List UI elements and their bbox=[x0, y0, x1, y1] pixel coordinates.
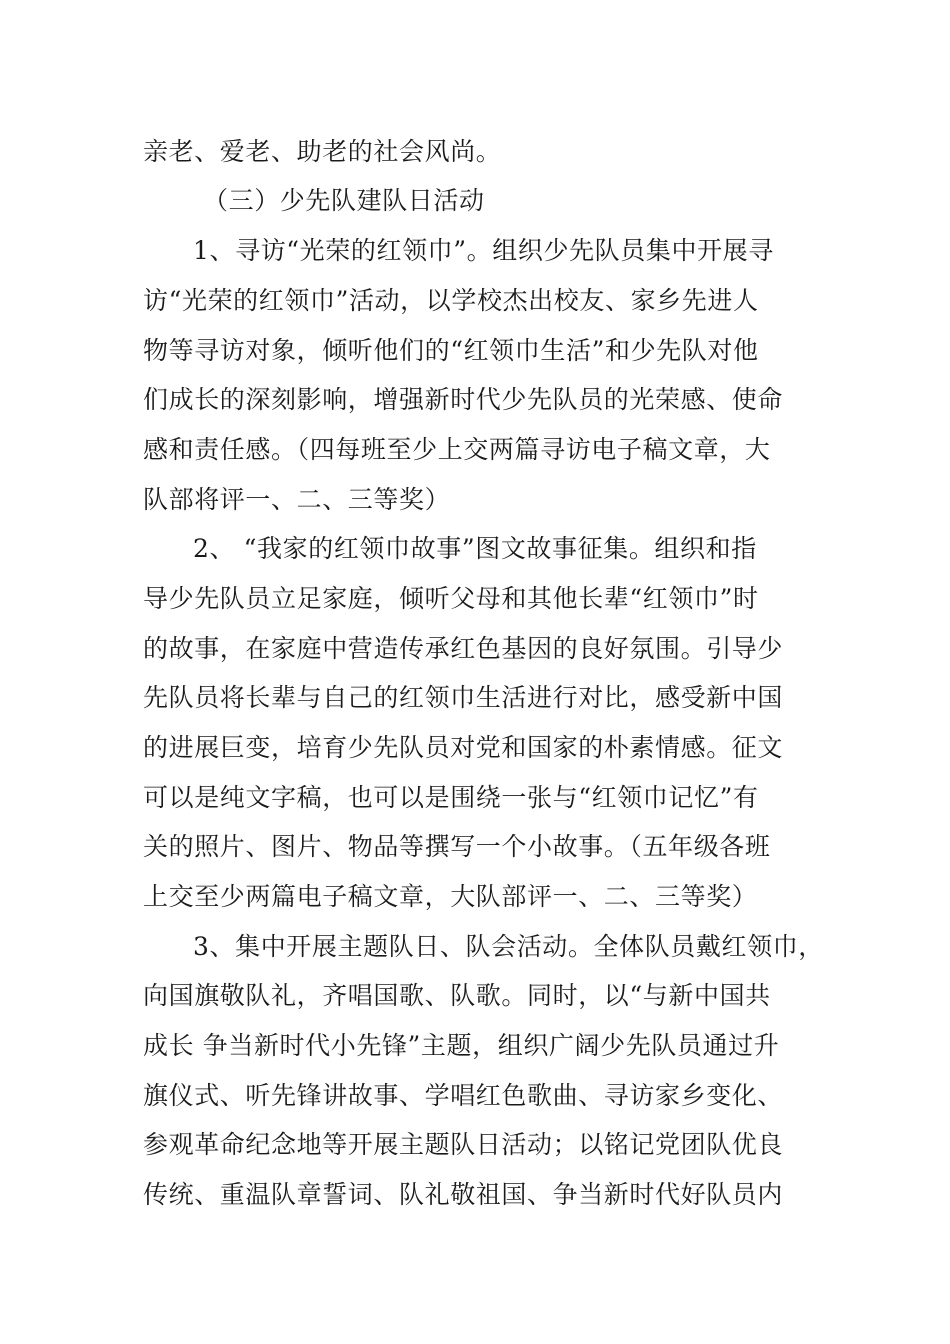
text-line: 的进展巨变，培育少先队员对党和国家的朴素情感。征文 bbox=[143, 733, 784, 762]
text-line: 旗仪式、听先锋讲故事、学唱红色歌曲、寻访家乡变化、 bbox=[143, 1081, 784, 1110]
text-line: 先队员将长辈与自己的红领巾生活进行对比，感受新中国 bbox=[143, 683, 784, 712]
text-line: 队部将评一、二、三等奖） bbox=[143, 485, 451, 514]
text-line: 亲老、爱老、助老的社会风尚。 bbox=[143, 137, 502, 166]
text-line: 2、 “我家的红领巾故事”图文故事征集。组织和指 bbox=[193, 534, 757, 563]
text-line: 关的照片、图片、物品等撰写一个小故事。（五年级各班 bbox=[143, 832, 771, 861]
text-line: 物等寻访对象，倾听他们的“红领巾生活”和少先队对他 bbox=[143, 336, 759, 365]
text-line: 上交至少两篇电子稿文章，大队部评一、二、三等奖） bbox=[143, 882, 758, 911]
text-line: 感和责任感。（四每班至少上交两篇寻访电子稿文章，大 bbox=[143, 435, 771, 464]
text-line: 们成长的深刻影响，增强新时代少先队员的光荣感、使命 bbox=[143, 385, 784, 414]
text-line: 传统、重温队章誓词、队礼敬祖国、争当新时代好队员内 bbox=[143, 1180, 784, 1209]
text-line: 1、寻访“光荣的红领巾”。组织少先队员集中开展寻 bbox=[193, 236, 774, 265]
section-heading: （三）少先队建队日活动 bbox=[203, 186, 485, 215]
text-line: 的故事，在家庭中营造传承红色基因的良好氛围。引导少 bbox=[143, 634, 784, 663]
text-line: 可以是纯文字稿，也可以是围绕一张与“红领巾记忆”有 bbox=[143, 783, 759, 812]
text-line: 向国旗敬队礼，齐唱国歌、队歌。同时，以“与新中国共 bbox=[143, 981, 771, 1010]
text-line: 导少先队员立足家庭，倾听父母和其他长辈“红领巾”时 bbox=[143, 584, 759, 613]
text-line: 访“光荣的红领巾”活动，以学校杰出校友、家乡先进人 bbox=[143, 286, 759, 315]
text-line: 3、集中开展主题队日、队会活动。全体队员戴红领巾， bbox=[193, 932, 824, 961]
text-line: 成长 争当新时代小先锋”主题，组织广阔少先队员通过升 bbox=[143, 1031, 780, 1060]
text-line: 参观革命纪念地等开展主题队日活动；以铭记党团队优良 bbox=[143, 1130, 784, 1159]
